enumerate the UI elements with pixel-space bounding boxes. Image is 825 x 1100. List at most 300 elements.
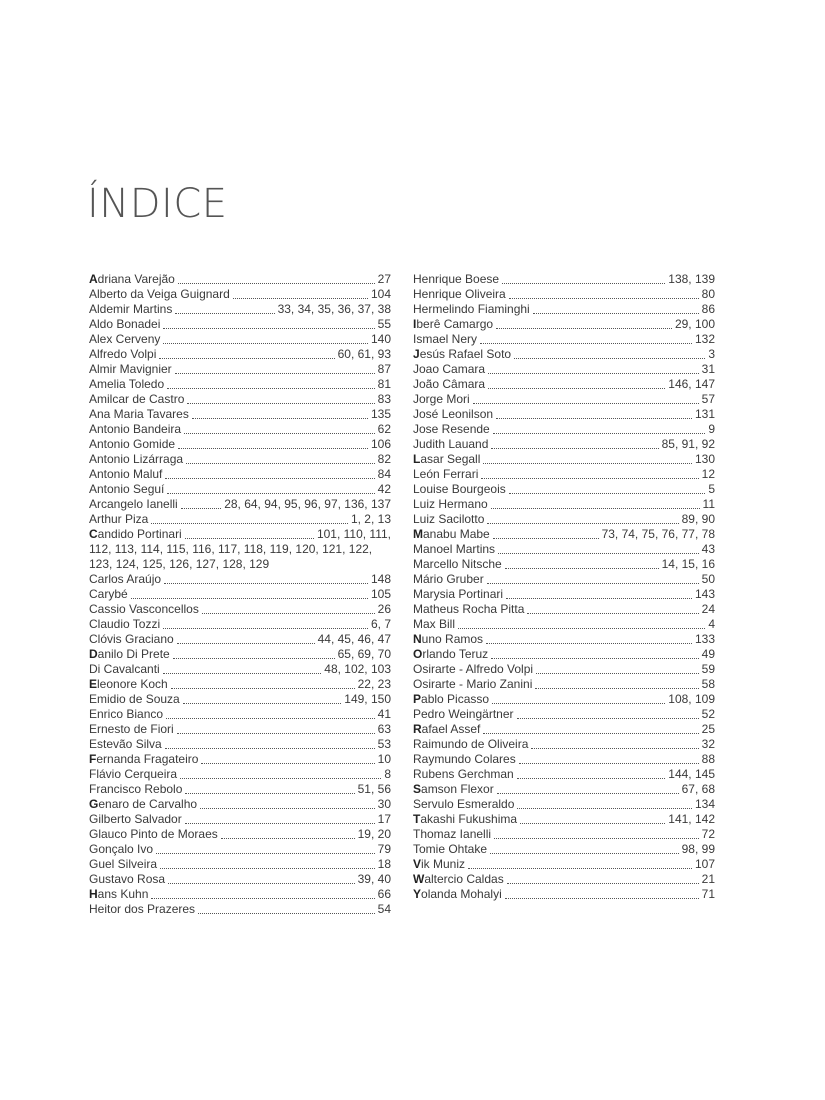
entry-name: Jose Resende [413, 422, 490, 436]
entry-name: Luiz Hermano [413, 497, 488, 511]
dot-leader [163, 328, 374, 329]
dot-leader [494, 838, 699, 839]
entry-name: Eleonore Koch [89, 677, 168, 691]
entry-name: Di Cavalcanti [89, 662, 160, 676]
entry-name: Amelia Toledo [89, 377, 165, 391]
entry-name: Genaro de Carvalho [89, 797, 198, 811]
entry-pages: 31 [701, 362, 715, 376]
dot-leader [509, 493, 706, 494]
dot-leader [186, 463, 375, 464]
entry-pages: 134 [694, 797, 715, 811]
entry-name: Glauco Pinto de Moraes [89, 827, 218, 841]
dot-leader [505, 898, 699, 899]
dot-leader [151, 898, 374, 899]
entry-pages: 22, 23 [357, 677, 391, 691]
entry-pages: 143 [694, 587, 715, 601]
index-entry [413, 557, 715, 572]
index-entry [413, 527, 715, 542]
entry-name: Hermelindo Fiaminghi [413, 302, 530, 316]
entry-name: Jorge Mori [413, 392, 470, 406]
index-entry [89, 662, 391, 677]
entry-pages: 82 [377, 452, 391, 466]
index-entry [89, 452, 391, 467]
index-entry [89, 527, 391, 542]
dot-leader [192, 418, 368, 419]
index-entry [89, 407, 391, 422]
index-entry [413, 362, 715, 377]
index-entry [89, 482, 391, 497]
entry-pages: 85, 91, 92 [661, 437, 715, 451]
index-entry [413, 662, 715, 677]
index-entry [413, 332, 715, 347]
entry-name: Raymundo Colares [413, 752, 516, 766]
index-entry [89, 302, 391, 317]
dot-leader [202, 613, 375, 614]
dot-leader [491, 658, 698, 659]
entry-pages: 58 [701, 677, 715, 691]
entry-name: Vik Muniz [413, 857, 466, 871]
entry-name: Pedro Weingärtner [413, 707, 514, 721]
entry-name: Arthur Piza [89, 512, 149, 526]
entry-name: Judith Lauand [413, 437, 489, 451]
index-entry [413, 647, 715, 662]
entry-pages: 108, 109 [668, 692, 715, 706]
dot-leader [493, 538, 599, 539]
index-entry [89, 812, 391, 827]
entry-pages: 141, 142 [668, 812, 715, 826]
dot-leader [519, 763, 699, 764]
dot-leader [167, 388, 374, 389]
dot-leader [483, 733, 698, 734]
entry-pages: 148 [370, 572, 391, 586]
dot-leader [201, 763, 374, 764]
entry-pages: 43 [701, 542, 715, 556]
entry-name: Carybé [89, 587, 128, 601]
dot-leader [481, 478, 698, 479]
entry-pages: 135 [370, 407, 391, 421]
entry-pages: 52 [701, 707, 715, 721]
dot-leader [533, 313, 699, 314]
entry-name: Mário Gruber [413, 572, 484, 586]
entry-name: Joao Camara [413, 362, 486, 376]
entry-name: João Câmara [413, 377, 486, 391]
entry-name: Gonçalo Ivo [89, 842, 154, 856]
index-entry [413, 302, 715, 317]
dot-leader [175, 313, 274, 314]
entry-pages: 9 [708, 422, 715, 436]
index-entry [413, 587, 715, 602]
dot-leader [480, 343, 692, 344]
index-entry [413, 782, 715, 797]
entry-pages: 10 [377, 752, 391, 766]
entry-pages: 53 [377, 737, 391, 751]
entry-name: Aldemir Martins [89, 302, 173, 316]
entry-pages: 149, 150 [344, 692, 391, 706]
index-entry [413, 827, 715, 842]
entry-pages: 27 [377, 272, 391, 286]
index-column-right [413, 272, 715, 902]
entry-pages: 1, 2, 13 [350, 512, 391, 526]
index-entry [413, 572, 715, 587]
entry-pages: 101, 110, 111, [316, 527, 391, 541]
entry-pages: 83 [377, 392, 391, 406]
index-entry [413, 842, 715, 857]
dot-leader [178, 283, 375, 284]
dot-leader [184, 433, 375, 434]
index-entry [89, 347, 391, 362]
entry-name: Fernanda Fragateiro [89, 752, 199, 766]
entry-name: Samson Flexor [413, 782, 494, 796]
entry-name: Waltercio Caldas [413, 872, 504, 886]
dot-leader [177, 643, 315, 644]
entry-pages: 14, 15, 16 [661, 557, 715, 571]
dot-leader [165, 748, 375, 749]
entry-pages: 57 [701, 392, 715, 406]
entry-name: Amilcar de Castro [89, 392, 185, 406]
entry-pages: 80 [701, 287, 715, 301]
entry-pages: 72 [701, 827, 715, 841]
entry-pages: 105 [370, 587, 391, 601]
entry-pages: 3 [708, 347, 715, 361]
dot-leader [159, 358, 334, 359]
index-entry [89, 857, 391, 872]
entry-pages: 5 [708, 482, 715, 496]
entry-pages: 79 [377, 842, 391, 856]
index-entry [89, 887, 391, 902]
index-entry [413, 452, 715, 467]
dot-leader [496, 418, 692, 419]
entry-name: Yolanda Mohalyi [413, 887, 502, 901]
entry-pages: 87 [377, 362, 391, 376]
index-entry [89, 902, 391, 917]
entry-name: Servulo Esmeraldo [413, 797, 515, 811]
entry-name: Aldo Bonadei [89, 317, 161, 331]
entry-pages: 106 [370, 437, 391, 451]
entry-pages: 89, 90 [681, 512, 715, 526]
entry-pages: 71 [701, 887, 715, 901]
entry-pages: 48, 102, 103 [324, 662, 391, 676]
entry-name: Pablo Picasso [413, 692, 490, 706]
dot-leader [458, 628, 705, 629]
index-entry [89, 332, 391, 347]
entry-pages: 130 [694, 452, 715, 466]
entry-name: Ismael Nery [413, 332, 478, 346]
index-entry [89, 632, 391, 647]
dot-leader [156, 853, 375, 854]
entry-name: Osirarte - Mario Zanini [413, 677, 533, 691]
entry-name: Enrico Bianco [89, 707, 164, 721]
dot-leader [517, 778, 666, 779]
entry-pages: 67, 68 [681, 782, 715, 796]
entry-name: Marysia Portinari [413, 587, 504, 601]
index-entry [89, 392, 391, 407]
dot-leader [493, 433, 706, 434]
entry-pages: 29, 100 [674, 317, 715, 331]
dot-leader [166, 718, 375, 719]
dot-leader [483, 463, 692, 464]
entry-name: Estevão Silva [89, 737, 162, 751]
index-entry [413, 467, 715, 482]
index-entry-continuation: 112, 113, 114, 115, 116, 117, 118, 119, 120, 121, 122, [89, 542, 373, 556]
index-entry [413, 722, 715, 737]
dot-leader [165, 478, 374, 479]
entry-pages: 138, 139 [668, 272, 715, 286]
entry-name: Henrique Oliveira [413, 287, 506, 301]
entry-name: Alberto da Veiga Guignard [89, 287, 230, 301]
index-entry [413, 632, 715, 647]
entry-pages: 30 [377, 797, 391, 811]
entry-name: Manabu Mabe [413, 527, 490, 541]
index-entry [89, 422, 391, 437]
dot-leader [163, 343, 368, 344]
entry-name: Arcangelo Ianelli [89, 497, 178, 511]
index-entry [413, 437, 715, 452]
dot-leader [131, 598, 368, 599]
dot-leader [198, 913, 375, 914]
dot-leader [473, 403, 699, 404]
entry-name: Gustavo Rosa [89, 872, 166, 886]
dot-leader [173, 658, 335, 659]
entry-pages: 49 [701, 647, 715, 661]
entry-name: Cassio Vasconcellos [89, 602, 199, 616]
dot-leader [509, 298, 699, 299]
index-entry [413, 797, 715, 812]
index-entry [89, 797, 391, 812]
entry-name: Alex Cerveny [89, 332, 161, 346]
entry-pages: 140 [370, 332, 391, 346]
index-entry [89, 317, 391, 332]
dot-leader [490, 853, 679, 854]
dot-leader [177, 733, 375, 734]
entry-name: Manoel Martins [413, 542, 496, 556]
entry-name: Antonio Seguí [89, 482, 165, 496]
index-entry [89, 842, 391, 857]
entry-pages: 98, 99 [681, 842, 715, 856]
index-entry [89, 752, 391, 767]
dot-leader [181, 508, 221, 509]
entry-pages: 81 [377, 377, 391, 391]
dot-leader [488, 373, 699, 374]
index-entry [89, 782, 391, 797]
dot-leader [163, 628, 368, 629]
index-entry [89, 602, 391, 617]
dot-leader [517, 808, 692, 809]
entry-pages: 131 [694, 407, 715, 421]
dot-leader [487, 523, 678, 524]
entry-pages: 50 [701, 572, 715, 586]
entry-pages: 33, 34, 35, 36, 37, 38 [277, 302, 391, 316]
dot-leader [535, 688, 698, 689]
index-entry [89, 737, 391, 752]
dot-leader [163, 673, 322, 674]
entry-pages: 41 [377, 707, 391, 721]
index-entry [89, 872, 391, 887]
entry-pages: 18 [377, 857, 391, 871]
entry-name: Max Bill [413, 617, 456, 631]
dot-leader [520, 823, 665, 824]
index-entry [89, 692, 391, 707]
dot-leader [200, 808, 375, 809]
dot-leader [492, 703, 665, 704]
entry-pages: 66 [377, 887, 391, 901]
entry-pages: 19, 20 [357, 827, 391, 841]
index-column-left [89, 272, 391, 917]
dot-leader [496, 328, 672, 329]
entry-pages: 32 [701, 737, 715, 751]
dot-leader [491, 448, 658, 449]
entry-name: Ana Maria Tavares [89, 407, 189, 421]
entry-pages: 6, 7 [370, 617, 391, 631]
entry-name: Matheus Rocha Pitta [413, 602, 525, 616]
index-entry [89, 437, 391, 452]
index-entry [413, 497, 715, 512]
index-entry [89, 722, 391, 737]
entry-pages: 84 [377, 467, 391, 481]
entry-pages: 63 [377, 722, 391, 736]
entry-name: Iberê Camargo [413, 317, 494, 331]
entry-pages: 132 [694, 332, 715, 346]
dot-leader [221, 838, 355, 839]
entry-name: Lasar Segall [413, 452, 481, 466]
entry-name: Rubens Gerchman [413, 767, 514, 781]
entry-name: Clóvis Graciano [89, 632, 174, 646]
dot-leader [488, 388, 665, 389]
entry-name: Hans Kuhn [89, 887, 149, 901]
entry-pages: 65, 69, 70 [337, 647, 391, 661]
index-entry [413, 707, 715, 722]
entry-pages: 146, 147 [668, 377, 715, 391]
entry-name: Francisco Rebolo [89, 782, 183, 796]
index-entry [89, 272, 391, 287]
index-entry [89, 362, 391, 377]
entry-name: Alfredo Volpi [89, 347, 157, 361]
index-entry [413, 287, 715, 302]
dot-leader [498, 553, 699, 554]
index-entry [413, 752, 715, 767]
index-entry [413, 377, 715, 392]
entry-name: Antonio Bandeira [89, 422, 182, 436]
dot-leader [527, 613, 698, 614]
entry-pages: 86 [701, 302, 715, 316]
dot-leader [180, 778, 381, 779]
dot-leader [487, 583, 699, 584]
entry-pages: 88 [701, 752, 715, 766]
entry-name: Nuno Ramos [413, 632, 484, 646]
entry-name: Emidio de Souza [89, 692, 180, 706]
dot-leader [185, 793, 354, 794]
entry-pages: 4 [708, 617, 715, 631]
dot-leader [506, 598, 692, 599]
entry-name: Osirarte - Alfredo Volpi [413, 662, 534, 676]
dot-leader [151, 523, 348, 524]
index-entry [89, 767, 391, 782]
index-entry [89, 587, 391, 602]
index-entry [413, 602, 715, 617]
dot-leader [517, 718, 699, 719]
dot-leader [468, 868, 692, 869]
index-entry [89, 677, 391, 692]
entry-name: Heitor dos Prazeres [89, 902, 196, 916]
entry-name: Marcello Nitsche [413, 557, 502, 571]
entry-pages: 55 [377, 317, 391, 331]
entry-pages: 11 [702, 497, 715, 511]
entry-pages: 12 [701, 467, 715, 481]
dot-leader [497, 793, 679, 794]
entry-pages: 8 [384, 767, 391, 781]
entry-name: Tomie Ohtake [413, 842, 488, 856]
entry-pages: 51, 56 [357, 782, 391, 796]
entry-pages: 144, 145 [668, 767, 715, 781]
entry-name: Candido Portinari [89, 527, 182, 541]
dot-leader [507, 883, 699, 884]
entry-pages: 39, 40 [357, 872, 391, 886]
index-entry [413, 482, 715, 497]
entry-pages: 21 [701, 872, 715, 886]
entry-pages: 44, 45, 46, 47 [317, 632, 391, 646]
index-entry [89, 827, 391, 842]
entry-pages: 59 [701, 662, 715, 676]
entry-name: Almir Mavignier [89, 362, 172, 376]
entry-name: Raimundo de Oliveira [413, 737, 529, 751]
entry-name: Louise Bourgeois [413, 482, 506, 496]
entry-name: Orlando Teruz [413, 647, 489, 661]
dot-leader [233, 298, 368, 299]
dot-leader [171, 688, 355, 689]
dot-leader [514, 358, 705, 359]
entry-name: Thomaz Ianelli [413, 827, 492, 841]
dot-leader [505, 568, 659, 569]
index-entry [413, 617, 715, 632]
index-entry [413, 392, 715, 407]
entry-name: León Ferrari [413, 467, 479, 481]
index-entry [89, 467, 391, 482]
entry-name: Takashi Fukushima [413, 812, 518, 826]
entry-name: José Leonilson [413, 407, 494, 421]
dot-leader [187, 403, 374, 404]
entry-pages: 17 [377, 812, 391, 826]
dot-leader [175, 373, 375, 374]
index-entry [413, 692, 715, 707]
entry-pages: 28, 64, 94, 95, 96, 97, 136, 137 [224, 497, 391, 511]
index-entry [89, 707, 391, 722]
dot-leader [185, 823, 375, 824]
index-entry [413, 767, 715, 782]
index-entry [89, 617, 391, 632]
entry-name: Adriana Varejão [89, 272, 175, 286]
index-entry [89, 377, 391, 392]
index-entry [413, 512, 715, 527]
entry-name: Henrique Boese [413, 272, 500, 286]
index-entry [413, 857, 715, 872]
index-entry [413, 422, 715, 437]
entry-name: Danilo Di Prete [89, 647, 170, 661]
entry-pages: 73, 74, 75, 76, 77, 78 [601, 527, 715, 541]
index-entry [413, 677, 715, 692]
index-entry [89, 512, 391, 527]
dot-leader [160, 868, 375, 869]
entry-name: Rafael Assef [413, 722, 481, 736]
entry-pages: 133 [694, 632, 715, 646]
dot-leader [183, 703, 342, 704]
index-entry [413, 737, 715, 752]
index-entry [413, 542, 715, 557]
index-entry [89, 497, 391, 512]
dot-leader [167, 493, 374, 494]
entry-pages: 60, 61, 93 [337, 347, 391, 361]
dot-leader [531, 748, 698, 749]
index-entry [413, 272, 715, 287]
index-entry [89, 572, 391, 587]
